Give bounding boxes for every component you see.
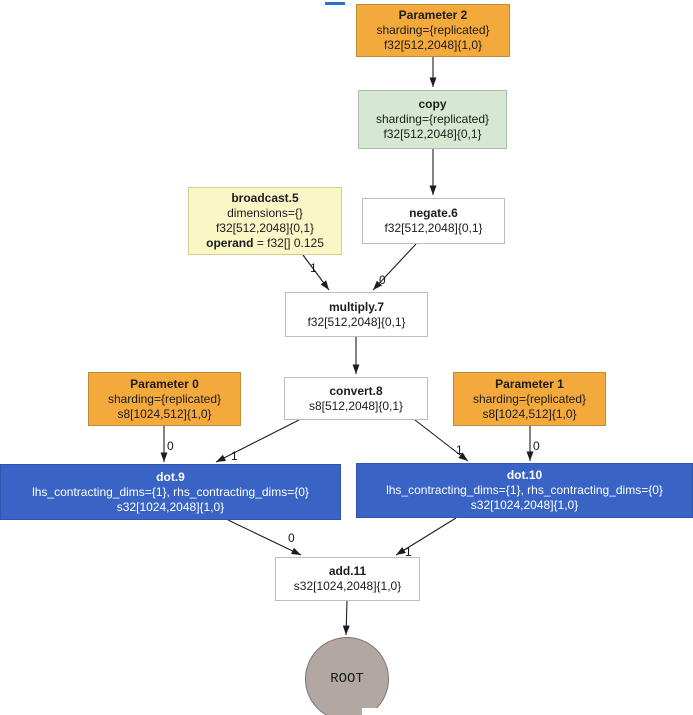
node-parameter-0[interactable] [88,372,241,426]
node-title: dot.9 [156,469,185,484]
node-detail: s8[512,2048]{0,1} [308,398,404,413]
edge-label-dot9-add11: 0 [288,531,295,545]
node-multiply-7[interactable] [285,292,428,337]
node-root[interactable] [305,637,389,715]
node-title: Parameter 1 [495,376,564,391]
node-detail: s8[1024,512]{1,0} [117,406,212,421]
edge-label-param0-dot9: 0 [167,439,174,453]
node-title: copy [418,97,447,111]
node-detail: s32[1024,2048]{1,0} [470,498,579,512]
edge-label-param1-dot10: 0 [533,439,540,453]
clipped-link-fragment [325,2,345,5]
node-detail: s8[1024,512]{1,0} [482,406,577,421]
node-dot-10[interactable] [356,463,693,518]
node-parameter-1[interactable] [453,372,606,426]
node-parameter-2[interactable] [356,4,510,57]
root-label: ROOT [330,671,364,687]
edge-label-dot10-add11: 1 [405,545,412,559]
node-detail: f32[512,2048]{0,1} [383,127,482,141]
node-negate-6[interactable] [362,198,505,244]
node-title: convert.8 [329,383,383,398]
node-detail: sharding={replicated} [376,23,490,37]
node-operand-line [206,236,324,251]
node-dot-9[interactable] [0,464,341,520]
node-title: multiply.7 [328,299,385,314]
node-add-11[interactable] [275,557,420,601]
node-copy[interactable] [358,90,507,149]
node-title: negate.6 [409,206,458,220]
node-detail: lhs_contracting_dims={1}, rhs_contracting_dims={0} [32,484,309,499]
node-detail: sharding={replicated} [472,391,587,406]
operand-key: operand [206,236,254,250]
edge-label-negate6-multiply7: 0 [379,273,386,287]
edge-label-convert8-dot10: 1 [456,443,463,457]
node-convert-8[interactable] [284,377,428,420]
edge-convert8-dot9 [216,420,299,462]
node-title: Parameter 2 [398,8,468,22]
node-title: dot.10 [506,468,543,482]
node-broadcast-5[interactable] [188,187,342,255]
node-detail: dimensions={} [227,206,303,220]
node-detail: sharding={replicated} [107,391,222,406]
node-title: broadcast.5 [231,191,299,205]
node-detail: f32[512,2048]{1,0} [383,38,483,52]
node-detail: f32[512,2048]{0,1} [384,221,483,235]
node-detail: lhs_contracting_dims={1}, rhs_contracting_dims={0} [386,483,663,497]
node-detail: f32[512,2048]{0,1} [307,314,406,329]
node-title: add.11 [328,564,367,578]
edge-label-broadcast5-multiply7: 1 [310,261,317,275]
edge-add11-root [346,601,347,635]
node-detail: s32[1024,2048]{1,0} [116,499,225,514]
node-title: Parameter 0 [130,376,199,391]
node-detail: sharding={replicated} [375,112,490,126]
node-detail: s32[1024,2048]{1,0} [293,579,402,593]
root-clip-notch [362,708,392,715]
edge-label-convert8-dot9: 1 [231,449,238,463]
operand-value: = f32[] 0.125 [256,236,324,250]
node-detail: f32[512,2048]{0,1} [215,221,315,235]
